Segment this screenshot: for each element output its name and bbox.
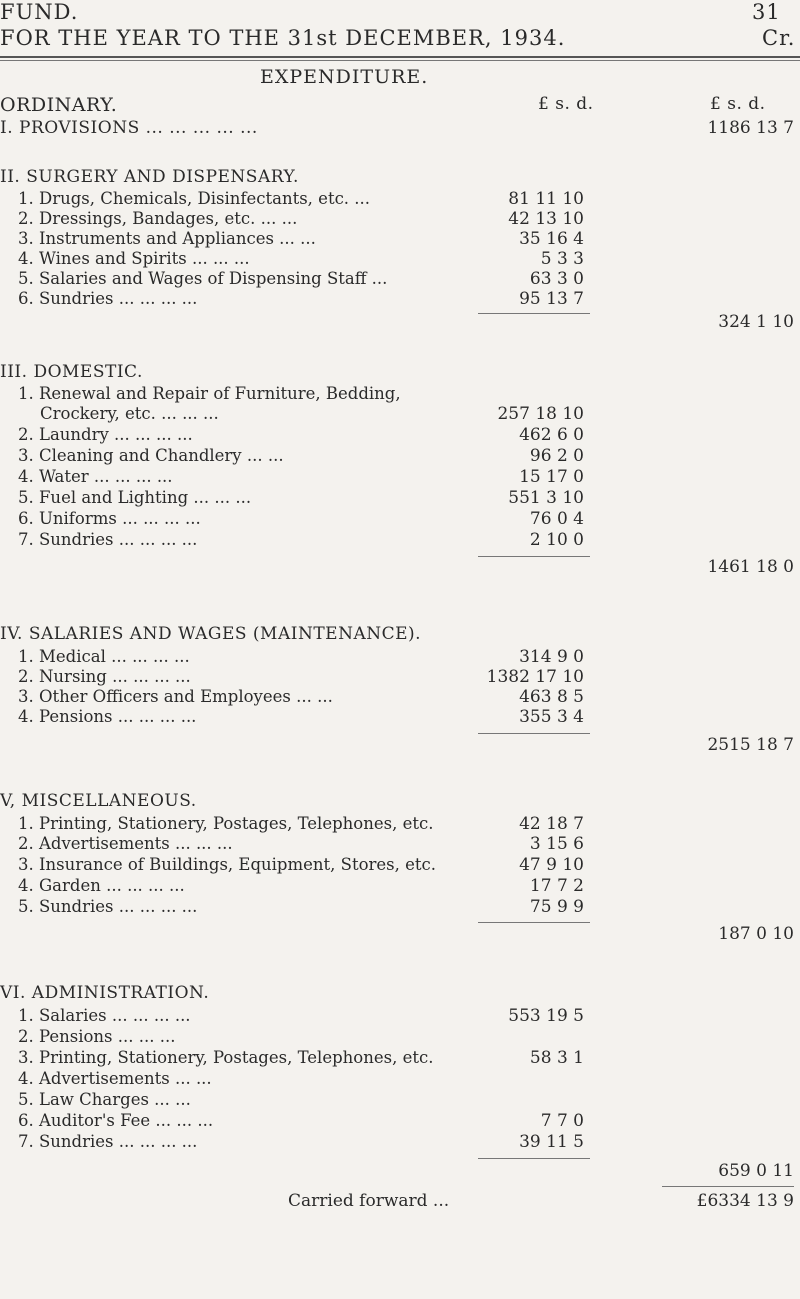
item-amount: 257 18 10 bbox=[497, 404, 584, 424]
list-item: 4. Wines and Spirits ... ... ... bbox=[18, 249, 250, 268]
list-item: 2. Pensions ... ... ... bbox=[18, 1027, 176, 1046]
subtotal-rule bbox=[478, 556, 590, 557]
item-amount: 39 11 5 bbox=[519, 1132, 584, 1152]
item-amount: 2 10 0 bbox=[529, 530, 584, 550]
list-item: 3. Printing, Stationery, Postages, Telephones, etc. bbox=[18, 1048, 434, 1067]
item-amount: 58 3 1 bbox=[529, 1048, 584, 1068]
item-amount: 96 2 0 bbox=[529, 446, 584, 466]
list-item: 5. Law Charges ... ... bbox=[18, 1090, 191, 1109]
list-item: 4. Water ... ... ... ... bbox=[18, 467, 173, 486]
list-item: 1. Renewal and Repair of Furniture, Bedding, bbox=[18, 384, 401, 403]
list-item: 1. Printing, Stationery, Postages, Telephones, etc. bbox=[18, 814, 434, 833]
list-item: 5. Fuel and Lighting ... ... ... bbox=[18, 488, 252, 507]
subtotal-rule bbox=[478, 922, 590, 923]
subtotal-rule bbox=[478, 733, 590, 734]
col2-header: £ s. d. bbox=[710, 94, 766, 114]
item-amount: 463 8 5 bbox=[519, 687, 584, 707]
item-amount: 5 3 3 bbox=[540, 249, 584, 269]
carried-forward-label: Carried forward ... bbox=[288, 1191, 450, 1211]
list-item: 7. Sundries ... ... ... ... bbox=[18, 530, 198, 549]
list-item: 2. Dressings, Bandages, etc. ... ... bbox=[18, 209, 298, 228]
list-item: 3. Instruments and Appliances ... ... bbox=[18, 229, 316, 248]
section-total: 324 1 10 bbox=[718, 312, 794, 332]
item-amount: 47 9 10 bbox=[519, 855, 584, 875]
section-total: 2515 18 7 bbox=[707, 735, 794, 755]
header-rule-2 bbox=[0, 60, 800, 61]
list-item: 2. Advertisements ... ... ... bbox=[18, 834, 233, 853]
list-item: 1. Drugs, Chemicals, Disinfectants, etc. ... bbox=[18, 189, 371, 208]
section-surgery: II. SURGERY AND DISPENSARY. bbox=[0, 167, 299, 187]
list-item: 4. Pensions ... ... ... ... bbox=[18, 707, 197, 726]
ordinary-heading: ORDINARY. bbox=[0, 94, 118, 116]
list-item: 6. Auditor's Fee ... ... ... bbox=[18, 1111, 214, 1130]
list-item: 4. Garden ... ... ... ... bbox=[18, 876, 185, 895]
item-amount: 76 0 4 bbox=[529, 509, 584, 529]
section-total: 659 0 11 bbox=[718, 1161, 794, 1181]
list-item: 1. Medical ... ... ... ... bbox=[18, 647, 190, 666]
list-item: 5. Sundries ... ... ... ... bbox=[18, 897, 198, 916]
expenditure-heading: EXPENDITURE. bbox=[260, 66, 429, 88]
list-item: 3. Insurance of Buildings, Equipment, Stores, etc. bbox=[18, 855, 436, 874]
item-amount: 17 7 2 bbox=[529, 876, 584, 896]
list-item: 4. Advertisements ... ... bbox=[18, 1069, 212, 1088]
list-item: 5. Salaries and Wages of Dispensing Staff ... bbox=[18, 269, 388, 288]
item-amount: 551 3 10 bbox=[508, 488, 584, 508]
item-amount: 75 9 9 bbox=[529, 897, 584, 917]
section-salaries: IV. SALARIES AND WAGES (MAINTENANCE). bbox=[0, 624, 422, 644]
header-cr: Cr. bbox=[762, 26, 796, 50]
item-amount: 42 13 10 bbox=[508, 209, 584, 229]
section-domestic: III. DOMESTIC. bbox=[0, 362, 143, 382]
list-item: 2. Laundry ... ... ... ... bbox=[18, 425, 193, 444]
col1-header: £ s. d. bbox=[538, 94, 594, 114]
carried-forward-total: £6334 13 9 bbox=[696, 1191, 794, 1211]
item-amount: 7 7 0 bbox=[540, 1111, 584, 1131]
section-provisions: I. PROVISIONS ... ... ... ... ... bbox=[0, 118, 258, 138]
list-item: 2. Nursing ... ... ... ... bbox=[18, 667, 191, 686]
header-title: FOR THE YEAR TO THE 31st DECEMBER, 1934. bbox=[0, 26, 566, 50]
item-amount: 15 17 0 bbox=[519, 467, 584, 487]
item-amount: 42 18 7 bbox=[519, 814, 584, 834]
list-item: 6. Uniforms ... ... ... ... bbox=[18, 509, 201, 528]
section-total: 1186 13 7 bbox=[707, 118, 794, 138]
page-number: 31 bbox=[752, 0, 781, 24]
section-total: 1461 18 0 bbox=[707, 557, 794, 577]
list-item: 6. Sundries ... ... ... ... bbox=[18, 289, 198, 308]
item-amount: 81 11 10 bbox=[508, 189, 584, 209]
list-item: 3. Other Officers and Employees ... ... bbox=[18, 687, 333, 706]
header-fund: FUND. bbox=[0, 0, 79, 24]
section-miscellaneous: V, MISCELLANEOUS. bbox=[0, 791, 197, 811]
header-rule bbox=[0, 56, 800, 58]
grand-total-rule bbox=[662, 1186, 794, 1187]
subtotal-rule bbox=[478, 1158, 590, 1159]
section-total: 187 0 10 bbox=[718, 924, 794, 944]
list-item: 3. Cleaning and Chandlery ... ... bbox=[18, 446, 284, 465]
list-item-continued: Crockery, etc. ... ... ... bbox=[40, 404, 219, 423]
item-amount: 314 9 0 bbox=[519, 647, 584, 667]
list-item: 7. Sundries ... ... ... ... bbox=[18, 1132, 198, 1151]
item-amount: 355 3 4 bbox=[519, 707, 584, 727]
list-item: 1. Salaries ... ... ... ... bbox=[18, 1006, 191, 1025]
item-amount: 462 6 0 bbox=[519, 425, 584, 445]
item-amount: 3 15 6 bbox=[529, 834, 584, 854]
item-amount: 95 13 7 bbox=[519, 289, 584, 309]
section-administration: VI. ADMINISTRATION. bbox=[0, 983, 210, 1003]
item-amount: 553 19 5 bbox=[508, 1006, 584, 1026]
item-amount: 63 3 0 bbox=[529, 269, 584, 289]
subtotal-rule bbox=[478, 313, 590, 314]
item-amount: 1382 17 10 bbox=[486, 667, 584, 687]
item-amount: 35 16 4 bbox=[519, 229, 584, 249]
